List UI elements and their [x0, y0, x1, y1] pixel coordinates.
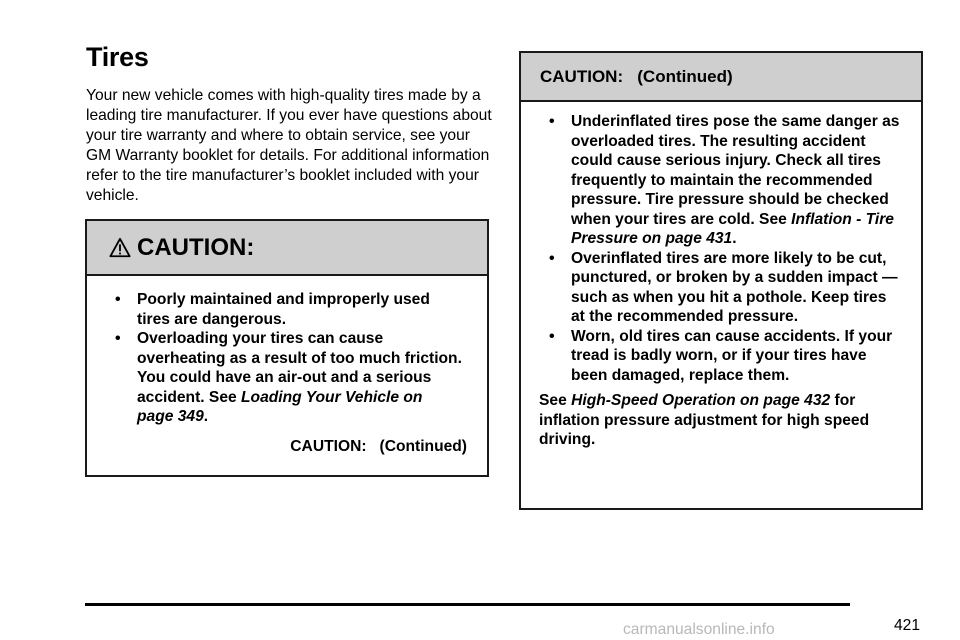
tail-prefix: See: [539, 392, 572, 409]
caution-bullet-list: [521, 112, 921, 385]
caution-bullet-list: [87, 290, 487, 427]
caution-bullet: [521, 249, 921, 327]
caution-bullet: • Underinflated tires pose the same danger as overloaded tires. The resulting accident could cause serious injury. Check all tires frequently to maintain the recommended pressure. Tire pressure should be checked when your tires are cold. See Inflation - Tire Pressure on page 431.: [549, 113, 900, 247]
cross-reference-link[interactable]: Loading Your Vehicle on page 349: [137, 388, 423, 425]
page-number: 421: [894, 617, 921, 634]
bullet-dot: •: [115, 291, 121, 308]
caution-bullet: • Overloading your tires can cause overheating as a result of too much friction. You could have an air-out and a serious accident. See Loading Your Vehicle on page 349.: [115, 330, 462, 425]
tail-suffix: for inflation pressure adjustment for high speed driving.: [539, 392, 870, 448]
cross-reference-link[interactable]: High-Speed Operation on page 432: [571, 392, 831, 409]
caution-bullet: [87, 290, 487, 329]
cross-reference-link[interactable]: Inflation - Tire Pressure on page 431: [571, 210, 894, 247]
caution-bullet: [521, 327, 921, 386]
caution-header: [87, 221, 487, 276]
warning-triangle-icon: [109, 237, 131, 259]
bullet-dot: •: [549, 327, 555, 345]
bullet-text: Overinflated tires are more likely to be cut, punctured, or broken by a sudden impact — such as when you hit a pothole. Keep tires at the recommended pressure.: [571, 249, 898, 325]
caution-box: [85, 219, 489, 477]
bullet-dot: •: [549, 249, 555, 267]
caution-continued-box: [519, 51, 923, 510]
bullet-text: Overloading your tires can cause overheating as a result of too much friction. You could have an air-out and a serious accident. See: [137, 330, 462, 406]
caution-label: CAUTION:: [137, 233, 255, 261]
watermark: carmanualsonline.info: [623, 621, 775, 638]
caution-continued-header: CAUTION: (Continued): [521, 53, 921, 102]
footer-rule: [85, 603, 850, 606]
bullet-text: Worn, old tires can cause accidents. If your tread is badly worn, or if your tires have been damaged, replace them.: [571, 327, 893, 384]
section-title: Tires: [86, 42, 149, 72]
intro-paragraph: Your new vehicle comes with high-quality tires made by a leading tire manufacturer. If you ever have questions about your tire warranty and where to obtain service, see your GM Warranty booklet for details. For additional information refer to the tire manufacturer’s booklet included with your vehicle.: [86, 87, 492, 204]
bullet-text: Poorly maintained and improperly used tires are dangerous.: [137, 291, 430, 328]
bullet-text: Underinflated tires pose the same danger as overloaded tires. The resulting accident could cause serious injury. Check all tires frequently to maintain the recommended pressure. Tire pressure should be checked when your tires are cold. See: [571, 113, 900, 228]
bullet-dot: •: [549, 113, 555, 130]
bullet-dot: •: [115, 330, 121, 347]
caution-tail-paragraph: [539, 391, 903, 450]
continued-label: CAUTION: (Continued): [290, 438, 467, 455]
